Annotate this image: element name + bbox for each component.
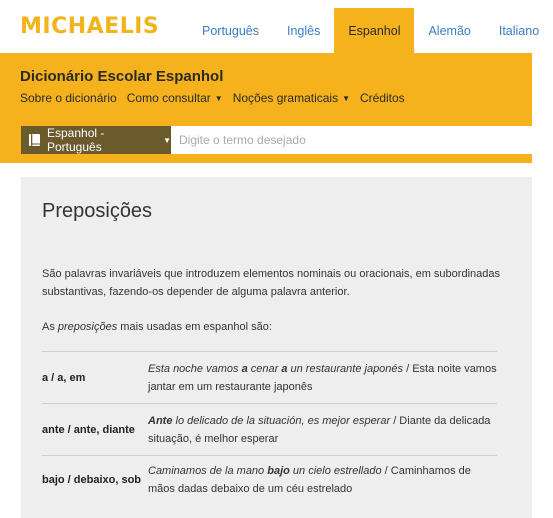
page-title: Preposições xyxy=(42,200,153,222)
example-highlight: a xyxy=(281,362,288,375)
menu-creditos[interactable] xyxy=(360,91,405,105)
tab-espanhol[interactable]: Espanhol xyxy=(334,8,414,53)
example-text: Esta noche vamos xyxy=(148,362,242,375)
dictionary-title: Dicionário Escolar Espanhol xyxy=(20,68,224,85)
michaelis-logo[interactable]: MICHAELIS xyxy=(20,14,160,39)
example-highlight: Ante xyxy=(148,414,173,427)
content-panel xyxy=(21,177,532,518)
language-pair-label: Espanhol - Português xyxy=(47,126,105,154)
menu-nocoes[interactable] xyxy=(233,91,350,105)
caret-down-icon: ▼ xyxy=(214,94,223,104)
preposition-example xyxy=(148,352,497,404)
example-text: un restaurante japonés xyxy=(287,362,404,375)
search-input[interactable] xyxy=(171,126,532,154)
usage-text: As xyxy=(42,321,58,333)
preposition-term: bajo / debaixo, sob xyxy=(42,456,148,505)
example-text: lo delicado de la situación, es mejor esperar xyxy=(172,414,391,427)
preposition-example xyxy=(148,404,497,456)
example-highlight: bajo xyxy=(267,465,290,477)
example-highlight: a xyxy=(241,362,248,375)
table-row xyxy=(42,456,497,505)
language-pair-select[interactable] xyxy=(21,126,171,154)
example-text: un cielo estrellado xyxy=(289,465,382,477)
menu-nocoes-label: Noções gramaticais xyxy=(232,91,339,105)
usage-text: mais usadas em espanhol são: xyxy=(117,321,272,333)
dictionary-menu xyxy=(20,91,405,105)
tab-alemao[interactable]: Alemão xyxy=(428,23,471,38)
usage-paragraph xyxy=(42,318,512,336)
top-bar xyxy=(0,0,540,53)
preposition-term: ante / ante, diante xyxy=(42,404,148,456)
table-row xyxy=(42,352,497,404)
dictionary-header xyxy=(0,53,532,117)
preposition-term: a / a, em xyxy=(42,352,148,404)
menu-como-consultar[interactable] xyxy=(127,91,223,105)
menu-creditos-label: Créditos xyxy=(360,91,405,105)
prepositions-table xyxy=(42,351,497,504)
tab-ingles[interactable]: Inglês xyxy=(286,23,321,38)
example-translation: / Caminhamos de mãos dadas debaixo de um céu estrelado xyxy=(148,465,471,495)
intro-paragraph: São palavras invariáveis que introduzem elementos nominais ou oracionais, em subordinadas substantivas, fazendo-os depender de alguma palavra anterior. xyxy=(42,268,500,298)
tab-italiano[interactable]: Italiano xyxy=(498,23,540,38)
book-icon xyxy=(29,134,40,146)
example-translation: / Diante da delicada situação, é melhor esperar xyxy=(148,414,491,445)
menu-sobre-label: Sobre o dicionário xyxy=(20,91,117,105)
menu-como-consultar-label: Como consultar xyxy=(126,91,211,105)
tab-portugues[interactable]: Português xyxy=(202,23,259,38)
preposition-example xyxy=(148,456,497,505)
language-tabs xyxy=(188,8,553,53)
search-band xyxy=(0,117,532,163)
table-row xyxy=(42,404,497,456)
example-translation: / Esta noite vamos jantar em um restaurante japonês xyxy=(148,362,497,393)
example-text: Caminamos de la mano xyxy=(148,465,268,477)
example-text: cenar xyxy=(247,362,282,375)
menu-sobre[interactable] xyxy=(20,91,117,105)
caret-down-icon: ▼ xyxy=(163,135,171,145)
caret-down-icon: ▼ xyxy=(342,94,350,104)
usage-emphasis: preposições xyxy=(57,321,118,333)
